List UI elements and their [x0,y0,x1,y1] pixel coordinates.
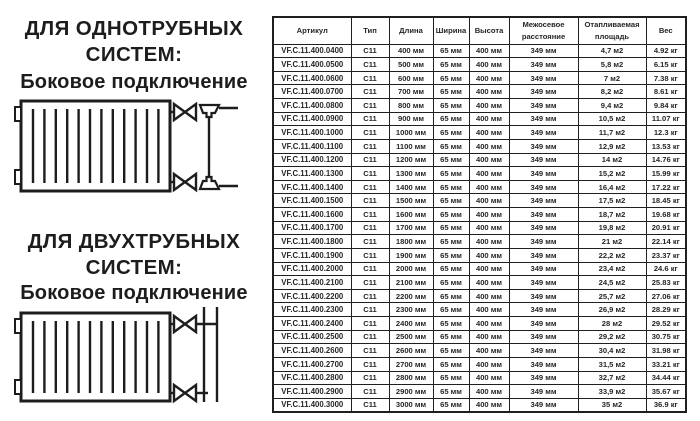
table-header-cell: Ширина [433,17,469,44]
table-cell: 800 мм [389,99,433,113]
table-cell: 65 мм [433,235,469,249]
table-cell: 22.14 кг [646,235,686,249]
table-cell: VF.C.11.400.2700 [273,357,351,371]
table-cell: 14.76 кг [646,153,686,167]
table-header-cell: Высота [469,17,509,44]
table-cell: 349 мм [509,235,578,249]
table-cell: C11 [351,276,389,290]
table-row [273,85,686,99]
table-cell: 400 мм [469,139,509,153]
table-cell: VF.C.11.400.2500 [273,330,351,344]
return-union-fitting-icon [200,177,219,189]
radiator-spec-table [272,16,687,413]
table-cell: VF.C.11.400.0700 [273,85,351,99]
table-cell: 65 мм [433,289,469,303]
table-cell: C11 [351,58,389,72]
table-cell: 900 мм [389,112,433,126]
table-cell: 349 мм [509,371,578,385]
table-cell: 24,5 м2 [578,276,646,290]
table-cell: 17.22 кг [646,180,686,194]
table-cell: C11 [351,180,389,194]
return-valve-icon [170,174,196,190]
table-row [273,262,686,276]
table-cell: 6.15 кг [646,58,686,72]
table-cell: 1400 мм [389,180,433,194]
table-cell: 400 мм [469,180,509,194]
table-cell: 11.07 кг [646,112,686,126]
table-cell: 2800 мм [389,371,433,385]
table-cell: C11 [351,235,389,249]
table-cell: 10,5 м2 [578,112,646,126]
table-cell: 33.21 кг [646,357,686,371]
table-cell: VF.C.11.400.2000 [273,262,351,276]
table-cell: C11 [351,303,389,317]
table-cell: 12,9 м2 [578,139,646,153]
table-header-cell: Тип [351,17,389,44]
table-cell: 65 мм [433,317,469,331]
table-cell: C11 [351,385,389,399]
table-cell: 14 м2 [578,153,646,167]
table-cell: 18,7 м2 [578,208,646,222]
table-row [273,398,686,412]
table-cell: 9.84 кг [646,99,686,113]
table-cell: 1100 мм [389,139,433,153]
table-cell: C11 [351,344,389,358]
table-cell: 65 мм [433,330,469,344]
table-row [273,139,686,153]
table-cell: 65 мм [433,180,469,194]
table-cell: 400 мм [469,99,509,113]
table-row [273,180,686,194]
table-cell: C11 [351,371,389,385]
table-row [273,58,686,72]
table-cell: C11 [351,112,389,126]
table-cell: 349 мм [509,317,578,331]
table-cell: 65 мм [433,303,469,317]
table-cell: VF.C.11.400.1700 [273,221,351,235]
table-cell: 2300 мм [389,303,433,317]
table-cell: 65 мм [433,99,469,113]
table-cell: 20.91 кг [646,221,686,235]
table-cell: 16,4 м2 [578,180,646,194]
table-cell: 349 мм [509,208,578,222]
table-cell: VF.C.11.400.1100 [273,139,351,153]
table-cell: 349 мм [509,330,578,344]
table-cell: C11 [351,398,389,412]
table-cell: VF.C.11.400.0800 [273,99,351,113]
table-cell: 31,5 м2 [578,357,646,371]
table-cell: 8,2 м2 [578,85,646,99]
table-cell: VF.C.11.400.0600 [273,71,351,85]
table-cell: 349 мм [509,112,578,126]
table-cell: 400 мм [469,262,509,276]
table-cell: 400 мм [469,112,509,126]
table-cell: VF.C.11.400.0900 [273,112,351,126]
table-cell: 65 мм [433,167,469,181]
table-cell: 3000 мм [389,398,433,412]
table-cell: 7.38 кг [646,71,686,85]
table-cell: 1500 мм [389,194,433,208]
table-cell: 7 м2 [578,71,646,85]
table-cell: 1000 мм [389,126,433,140]
two-pipe-subtitle: Боковое подключение [20,282,248,304]
table-cell: VF.C.11.400.2300 [273,303,351,317]
spec-table-container [272,16,687,413]
table-header-cell: Длина [389,17,433,44]
table-cell: 24.6 кг [646,262,686,276]
table-cell: 36.9 кг [646,398,686,412]
table-cell: 21 м2 [578,235,646,249]
table-cell: 25,7 м2 [578,289,646,303]
table-cell: 400 мм [469,371,509,385]
table-cell: 28 м2 [578,317,646,331]
table-cell: C11 [351,221,389,235]
table-cell: 17,5 м2 [578,194,646,208]
table-cell: 400 мм [469,194,509,208]
table-cell: 9,4 м2 [578,99,646,113]
table-cell: C11 [351,139,389,153]
table-row [273,276,686,290]
table-row [273,194,686,208]
table-header-cell: Межосевое расстояние [509,17,578,44]
table-cell: 65 мм [433,248,469,262]
table-cell: 2200 мм [389,289,433,303]
table-cell: 600 мм [389,71,433,85]
table-cell: VF.C.11.400.0500 [273,58,351,72]
radiator-icon [15,313,170,401]
table-cell: 15,2 м2 [578,167,646,181]
table-cell: 35 м2 [578,398,646,412]
table-cell: 400 мм [469,398,509,412]
table-cell: VF.C.11.400.2800 [273,371,351,385]
table-cell: 349 мм [509,221,578,235]
table-cell: 400 мм [469,126,509,140]
table-cell: 1700 мм [389,221,433,235]
table-cell: 2000 мм [389,262,433,276]
table-row [273,153,686,167]
two-pipe-section-title [0,229,268,281]
table-cell: 2600 мм [389,344,433,358]
table-cell: 65 мм [433,58,469,72]
table-cell: 65 мм [433,44,469,58]
table-cell: 1200 мм [389,153,433,167]
table-cell: 65 мм [433,357,469,371]
table-cell: 31.98 кг [646,344,686,358]
table-cell: C11 [351,357,389,371]
table-cell: 25.83 кг [646,276,686,290]
table-cell: 33,9 м2 [578,385,646,399]
table-row [273,248,686,262]
table-cell: 34.44 кг [646,371,686,385]
supply-union-fitting-icon [200,105,219,117]
table-cell: 4.92 кг [646,44,686,58]
table-cell: 27.06 кг [646,289,686,303]
table-cell: 349 мм [509,344,578,358]
table-cell: 30,4 м2 [578,344,646,358]
table-row [273,303,686,317]
table-cell: C11 [351,194,389,208]
table-cell: 2100 мм [389,276,433,290]
table-cell: 349 мм [509,71,578,85]
table-cell: VF.C.11.400.3000 [273,398,351,412]
table-cell: 349 мм [509,99,578,113]
table-cell: 65 мм [433,139,469,153]
table-cell: 400 мм [469,330,509,344]
table-row [273,330,686,344]
table-cell: C11 [351,330,389,344]
table-row [273,167,686,181]
table-cell: C11 [351,167,389,181]
table-cell: 35.67 кг [646,385,686,399]
supply-valve-icon [170,316,196,332]
table-cell: 349 мм [509,276,578,290]
table-cell: 65 мм [433,221,469,235]
table-cell: 65 мм [433,153,469,167]
table-cell: 1800 мм [389,235,433,249]
table-cell: 65 мм [433,85,469,99]
table-cell: 400 мм [469,248,509,262]
table-cell: VF.C.11.400.1300 [273,167,351,181]
supply-valve-icon [170,104,196,120]
table-cell: C11 [351,208,389,222]
single-pipe-subtitle: Боковое подключение [20,71,248,93]
table-cell: 349 мм [509,289,578,303]
table-cell: C11 [351,85,389,99]
table-cell: 18.45 кг [646,194,686,208]
table-row [273,126,686,140]
table-cell: VF.C.11.400.2200 [273,289,351,303]
table-cell: C11 [351,153,389,167]
table-cell: 349 мм [509,126,578,140]
two-pipe-title-line1: ДЛЯ ДВУХТРУБНЫХ [27,230,241,253]
table-cell: 400 мм [469,44,509,58]
table-cell: 400 мм [469,235,509,249]
table-cell: 65 мм [433,194,469,208]
radiator-icon [15,101,170,191]
table-cell: 400 мм [469,357,509,371]
table-cell: 65 мм [433,126,469,140]
single-pipe-title-line1: ДЛЯ ОДНОТРУБНЫХ [24,17,244,40]
table-cell: 400 мм [469,385,509,399]
table-row [273,112,686,126]
table-cell: 400 мм [469,153,509,167]
table-cell: VF.C.11.400.1500 [273,194,351,208]
table-row [273,208,686,222]
table-row [273,235,686,249]
table-cell: 22,2 м2 [578,248,646,262]
table-cell: 349 мм [509,58,578,72]
two-pipe-title-line2: СИСТЕМ: [85,256,183,280]
table-cell: 2500 мм [389,330,433,344]
single-pipe-section-title [0,16,268,68]
table-cell: 349 мм [509,385,578,399]
table-cell: 700 мм [389,85,433,99]
table-cell: 32,7 м2 [578,371,646,385]
table-cell: 349 мм [509,44,578,58]
table-row [273,289,686,303]
table-cell: VF.C.11.400.1800 [273,235,351,249]
table-cell: C11 [351,44,389,58]
table-header-cell: Вес [646,17,686,44]
table-cell: 1300 мм [389,167,433,181]
table-cell: 65 мм [433,385,469,399]
table-cell: 4,7 м2 [578,44,646,58]
table-cell: 65 мм [433,71,469,85]
table-cell: 2700 мм [389,357,433,371]
table-cell: 500 мм [389,58,433,72]
table-cell: VF.C.11.400.0400 [273,44,351,58]
table-cell: 1600 мм [389,208,433,222]
table-cell: 1900 мм [389,248,433,262]
table-cell: 349 мм [509,139,578,153]
table-cell: 400 мм [469,276,509,290]
table-cell: C11 [351,126,389,140]
table-cell: 15.99 кг [646,167,686,181]
table-cell: 19,8 м2 [578,221,646,235]
table-cell: 8.61 кг [646,85,686,99]
table-cell: 400 мм [469,289,509,303]
table-cell: 400 мм [469,317,509,331]
table-cell: 400 мм [469,221,509,235]
table-cell: 349 мм [509,398,578,412]
table-cell: 400 мм [469,58,509,72]
table-cell: 349 мм [509,248,578,262]
table-cell: 26,9 м2 [578,303,646,317]
table-row [273,344,686,358]
table-cell: VF.C.11.400.2400 [273,317,351,331]
table-cell: 2900 мм [389,385,433,399]
table-row [273,221,686,235]
table-cell: 11,7 м2 [578,126,646,140]
table-cell: 400 мм [389,44,433,58]
table-cell: 349 мм [509,303,578,317]
table-cell: C11 [351,262,389,276]
table-cell: VF.C.11.400.1200 [273,153,351,167]
table-cell: 349 мм [509,357,578,371]
table-cell: VF.C.11.400.1000 [273,126,351,140]
table-cell: 23,4 м2 [578,262,646,276]
table-cell: 400 мм [469,344,509,358]
table-cell: 23.37 кг [646,248,686,262]
table-cell: 349 мм [509,85,578,99]
table-cell: 2400 мм [389,317,433,331]
table-cell: VF.C.11.400.1600 [273,208,351,222]
table-row [273,99,686,113]
table-cell: 349 мм [509,167,578,181]
single-pipe-side-connection-diagram [0,96,250,198]
table-cell: 65 мм [433,398,469,412]
return-valve-icon [170,385,196,401]
table-cell: 29.52 кг [646,317,686,331]
table-cell: C11 [351,317,389,331]
table-cell: 400 мм [469,208,509,222]
table-cell: 400 мм [469,167,509,181]
table-cell: 400 мм [469,303,509,317]
table-cell: VF.C.11.400.1900 [273,248,351,262]
table-cell: 400 мм [469,85,509,99]
table-cell: 65 мм [433,112,469,126]
table-cell: 5,8 м2 [578,58,646,72]
table-cell: 30.75 кг [646,330,686,344]
two-pipe-side-connection-diagram [0,303,250,407]
table-header-row [273,17,686,44]
table-cell: 349 мм [509,180,578,194]
table-cell: VF.C.11.400.2900 [273,385,351,399]
table-cell: 29,2 м2 [578,330,646,344]
table-row [273,317,686,331]
table-cell: 13.53 кг [646,139,686,153]
table-cell: 349 мм [509,262,578,276]
table-cell: VF.C.11.400.2100 [273,276,351,290]
table-header-cell: Артикул [273,17,351,44]
table-cell: C11 [351,99,389,113]
table-cell: 65 мм [433,276,469,290]
table-cell: 349 мм [509,153,578,167]
table-cell: 400 мм [469,71,509,85]
table-cell: 65 мм [433,371,469,385]
table-cell: 349 мм [509,194,578,208]
single-pipe-title-line2: СИСТЕМ: [85,43,183,67]
table-cell: 65 мм [433,344,469,358]
table-cell: 12.3 кг [646,126,686,140]
table-row [273,371,686,385]
table-row [273,71,686,85]
table-header-cell: Отапливаемая площадь [578,17,646,44]
table-row [273,385,686,399]
table-row [273,44,686,58]
table-cell: VF.C.11.400.1400 [273,180,351,194]
table-cell: C11 [351,248,389,262]
table-cell: 28.29 кг [646,303,686,317]
diagrams-panel [0,0,270,421]
table-cell: VF.C.11.400.2600 [273,344,351,358]
table-cell: 65 мм [433,208,469,222]
table-cell: 65 мм [433,262,469,276]
table-cell: C11 [351,289,389,303]
table-cell: 19.68 кг [646,208,686,222]
table-cell: C11 [351,71,389,85]
table-row [273,357,686,371]
